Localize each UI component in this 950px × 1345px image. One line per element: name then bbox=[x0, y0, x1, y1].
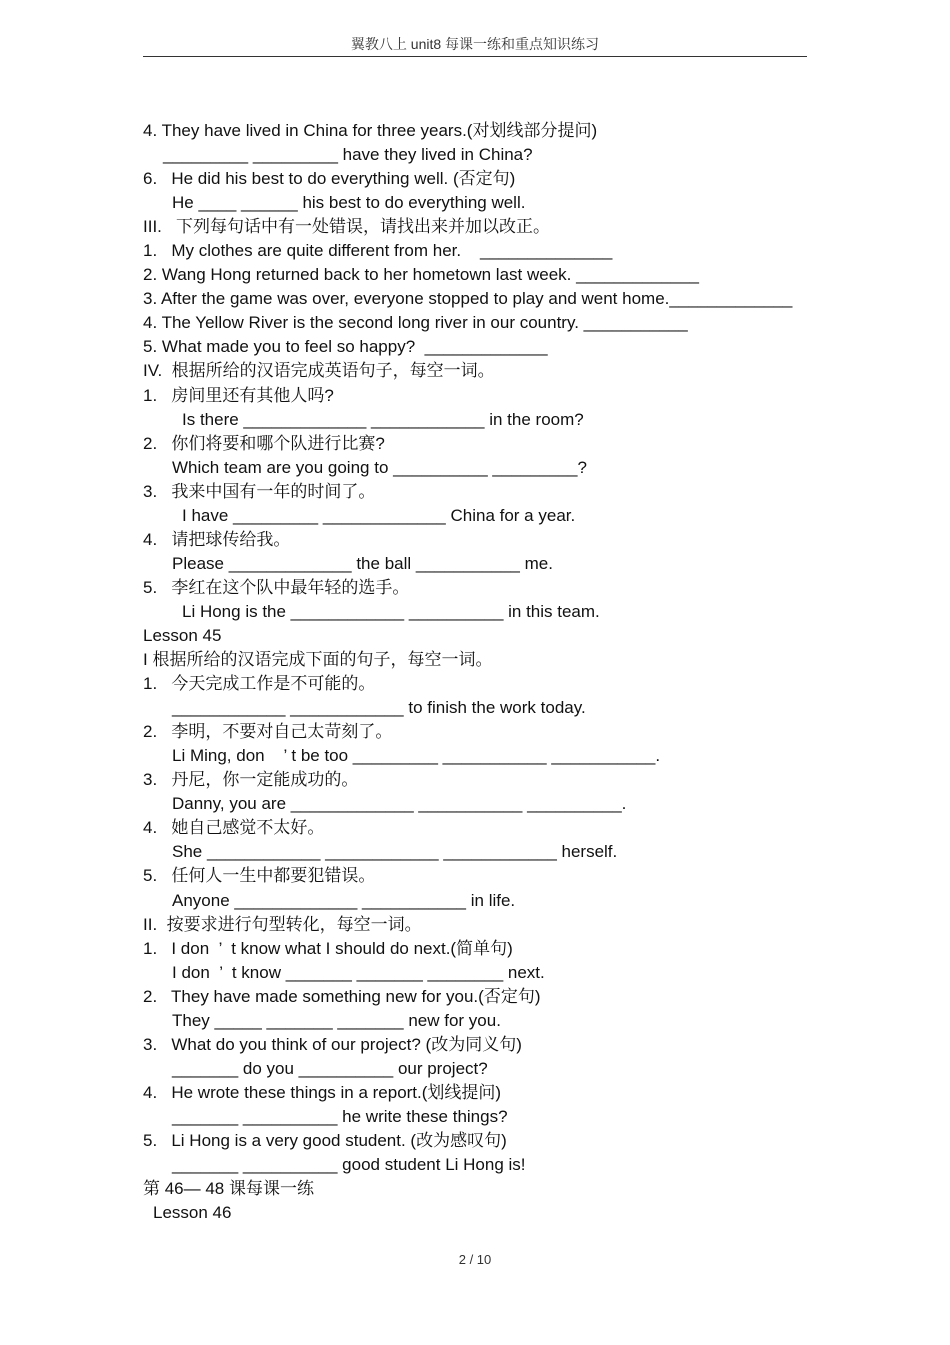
text-line: 2. 你们将要和哪个队进行比赛? bbox=[143, 433, 385, 453]
text-line: 5. Li Hong is a very good student. (改为感叹句) bbox=[143, 1130, 507, 1150]
text-line: _______ __________ good student Li Hong is! bbox=[172, 1155, 526, 1175]
text-line: 1. 房间里还有其他人吗? bbox=[143, 385, 334, 405]
text-line: 5. What made you to feel so happy? _____________ bbox=[143, 337, 548, 357]
text-line: He ____ ______ his best to do everything well. bbox=[172, 193, 526, 213]
text-line: Danny, you are _____________ ___________ __________. bbox=[172, 794, 627, 814]
text-line: 5. 任何人一生中都要犯错误。 bbox=[143, 866, 376, 886]
text-line: 4. 她自己感觉不太好。 bbox=[143, 818, 325, 838]
text-line: I don ’ t know _______ _______ ________ next. bbox=[172, 962, 545, 982]
text-line: Which team are you going to __________ _________? bbox=[172, 457, 587, 477]
text-line: They _____ _______ _______ new for you. bbox=[172, 1010, 501, 1030]
page-number: 2 / 10 bbox=[458, 1252, 492, 1267]
text-line: 4. They have lived in China for three years.(对划线部分提问) bbox=[143, 121, 598, 140]
lesson-title: Lesson 45 bbox=[143, 625, 222, 645]
text-line: 4. The Yellow River is the second long river in our country. ___________ bbox=[143, 313, 688, 333]
text-line: 5. 李红在这个队中最年轻的选手。 bbox=[143, 577, 410, 597]
text-line: 6. He did his best to do everything well. (否定句) bbox=[143, 169, 516, 189]
text-line: 3. 丹尼，你一定能成功的。 bbox=[143, 770, 359, 790]
text-line: 2. 李明，不要对自己太苛刻了。 bbox=[143, 722, 393, 742]
text-line: 3. What do you think of our project? (改为同义句) bbox=[143, 1034, 522, 1054]
text-line: Is there _____________ ____________ in the room? bbox=[182, 409, 584, 429]
text-line: Please _____________ the ball ___________ me. bbox=[172, 553, 553, 573]
text-line: Li Ming, don ’ t be too _________ ___________ ___________. bbox=[172, 746, 661, 766]
text-line: 1. 今天完成工作是不可能的。 bbox=[143, 674, 376, 694]
text-line: Anyone _____________ ___________ in life. bbox=[172, 890, 516, 910]
text-line: 3. 我来中国有一年的时间了。 bbox=[143, 481, 376, 501]
text-line: 1. My clothes are quite different from her. ______________ bbox=[143, 241, 613, 261]
section-heading: II. 按要求进行句型转化，每空一词。 bbox=[143, 914, 422, 934]
text-line: 2. They have made something new for you.(否定句) bbox=[143, 986, 541, 1006]
text-line: She ____________ ____________ ____________ herself. bbox=[172, 842, 618, 862]
document-body bbox=[143, 119, 843, 1225]
page-header: 翼教八上 unit8 每课一练和重点知识练习 bbox=[143, 34, 807, 57]
section-heading: I 根据所给的汉语完成下面的句子，每空一词。 bbox=[143, 650, 493, 670]
text-line: 4. 请把球传给我。 bbox=[143, 529, 291, 549]
section-heading: III. 下列每句话中有一处错误，请找出来并加以改正。 bbox=[143, 217, 551, 237]
text-line: 1. I don ’ t know what I should do next.(简单句) bbox=[143, 938, 513, 958]
text-line: 2. Wang Hong returned back to her hometown last week. _____________ bbox=[143, 265, 700, 285]
lesson-title: 第 46— 48 课每课一练 bbox=[143, 1179, 314, 1199]
text-line: 3. After the game was over, everyone stopped to play and went home._____________ bbox=[143, 289, 793, 309]
text-line: ____________ ____________ to finish the work today. bbox=[172, 698, 586, 718]
text-line: Li Hong is the ____________ __________ in this team. bbox=[182, 601, 600, 621]
text-line: I have _________ _____________ China for a year. bbox=[182, 505, 576, 525]
text-line: _________ _________ have they lived in China? bbox=[163, 145, 533, 165]
text-line: 4. He wrote these things in a report.(划线提问) bbox=[143, 1082, 502, 1102]
section-heading: IV. 根据所给的汉语完成英语句子，每空一词。 bbox=[143, 361, 495, 381]
text-line: _______ __________ he write these things? bbox=[172, 1106, 508, 1126]
text-line: _______ do you __________ our project? bbox=[172, 1058, 488, 1078]
lesson-title: Lesson 46 bbox=[153, 1203, 232, 1223]
